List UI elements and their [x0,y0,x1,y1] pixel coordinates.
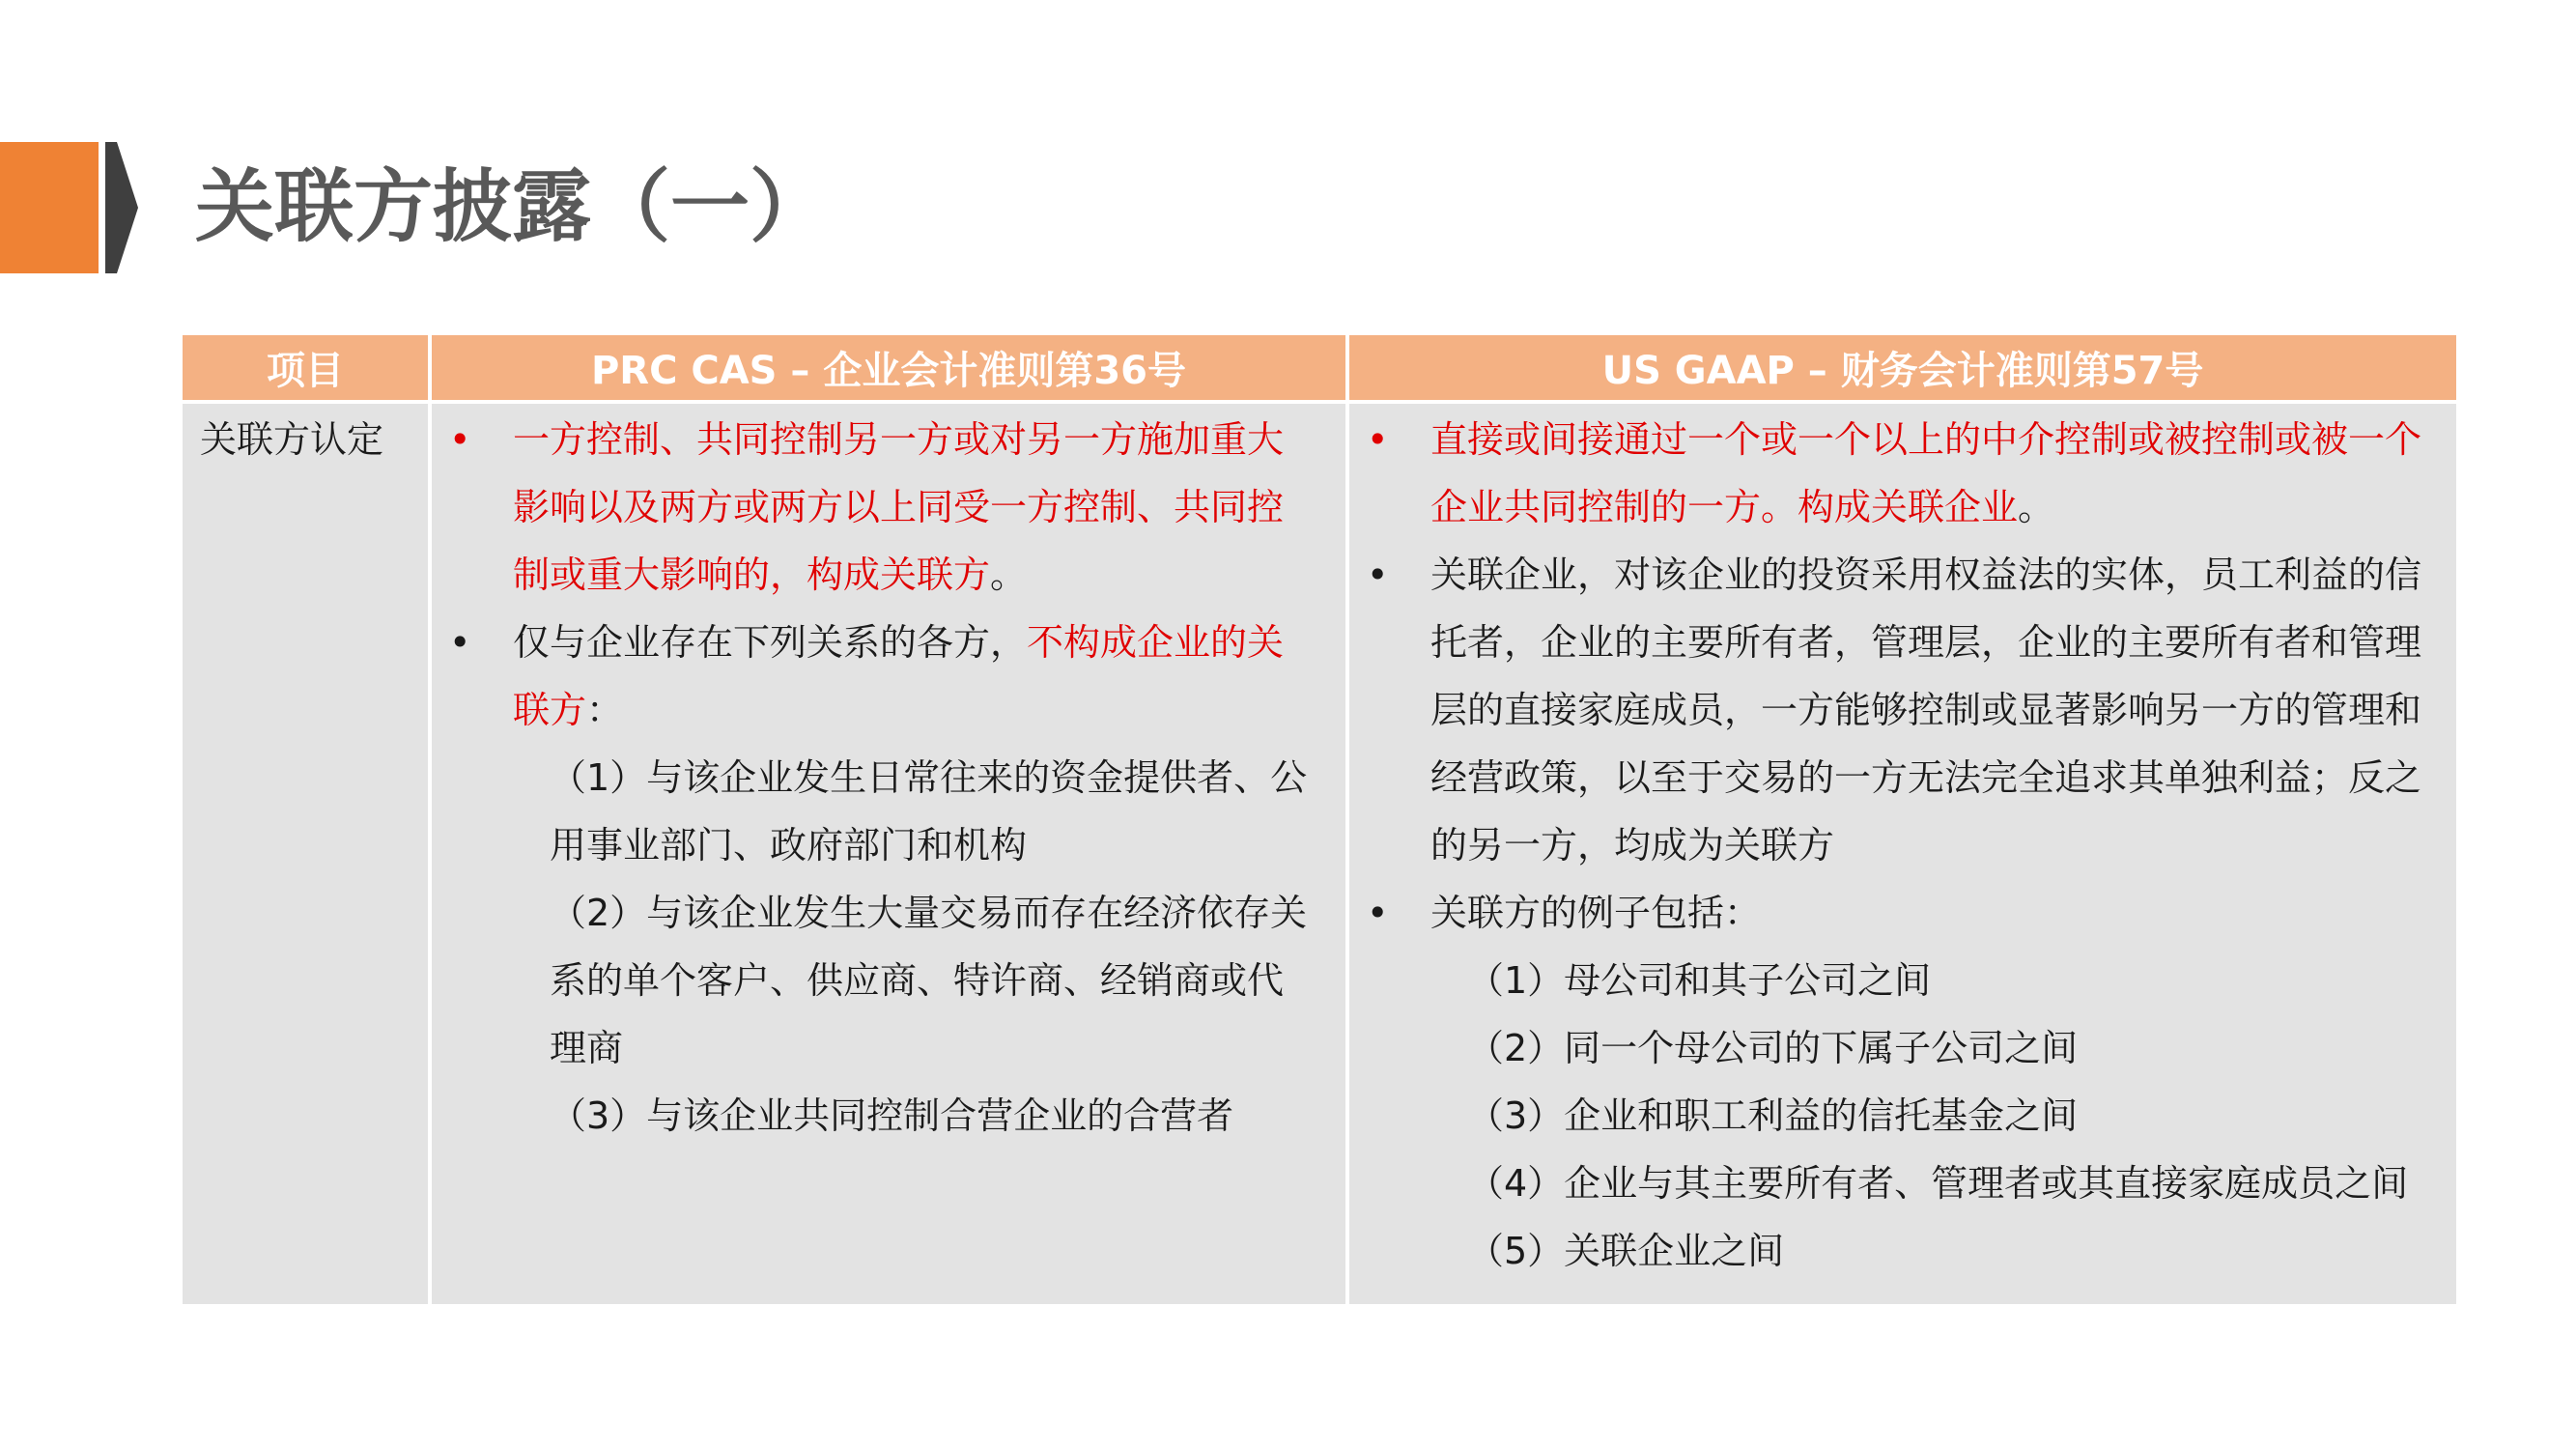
bullet-icon: • [1367,892,1389,934]
gaap-sub-item-2: （2）同一个母公司的下属子公司之间 [1467,1027,2079,1069]
cas-sub-item-3: （3）与该企业共同控制合营企业的合营者 [550,1094,1234,1137]
bullet-icon: • [449,418,471,461]
cas-bullet-2: • 仅与企业存在下列关系的各方，不构成企业的关联方： [449,609,1316,744]
gaap-bullet-1: • 直接或间接通过一个或一个以上的中介控制或被控制或被一个企业共同控制的一方。构成关联企业。 [1367,406,2437,541]
gaap-bullet-3: • 关联方的例子包括： [1367,879,2437,947]
cas-sub-item-2: （2）与该企业发生大量交易而存在经济依存关系的单个客户、供应商、特许商、经销商或代理商 [550,892,1308,1069]
gaap-cell [1347,402,2458,1306]
gaap-bullet-2: • 关联企业，对该企业的投资采用权益法的实体，员工利益的信托者，企业的主要所有者，管理层，企业的主要所有者和管理层的直接家庭成员，一方能够控制或显著影响另一方的管理和经营政策，以至于交易的一方无法完全追求其单独利益；反之的另一方，均成为关联方 [1367,541,2437,879]
comparison-table [179,331,2460,1308]
cas-bullet-1: • 一方控制、共同控制另一方或对另一方施加重大影响以及两方或两方以上同受一方控制、共同控制或重大影响的，构成关联方。 [449,406,1316,609]
gaap-sub-item-4: （4）企业与其主要所有者、管理者或其直接家庭成员之间 [1467,1162,2409,1205]
table-header-row [181,333,2458,402]
header-item: 项目 [181,333,430,402]
row-label: 关联方认定 [181,402,430,1306]
table-row [181,402,2458,1306]
bullet-icon: • [1367,554,1389,596]
cas-cell [430,402,1347,1306]
cas-bullet-list [449,406,1316,744]
gaap-bullet-list [1367,406,2437,947]
gaap-sub-list [1367,947,2437,1285]
bullet-icon: • [1367,418,1389,461]
cas-sub-list [449,744,1316,1150]
gaap-sub-item-5: （5）关联企业之间 [1467,1230,1785,1272]
accent-bar [0,142,99,273]
cas-sub-item-1: （1）与该企业发生日常往来的资金提供者、公用事业部门、政府部门和机构 [550,756,1308,867]
header-us-gaap: US GAAP – 财务会计准则第57号 [1347,333,2458,402]
bullet-icon: • [449,621,471,664]
gaap-sub-item-3: （3）企业和职工利益的信托基金之间 [1467,1094,2079,1137]
gaap-sub-item-1: （1）母公司和其子公司之间 [1467,959,1932,1002]
page-title: 关联方披露（一） [195,161,830,253]
chevron-icon [101,142,142,273]
header-prc-cas: PRC CAS – 企业会计准则第36号 [430,333,1347,402]
